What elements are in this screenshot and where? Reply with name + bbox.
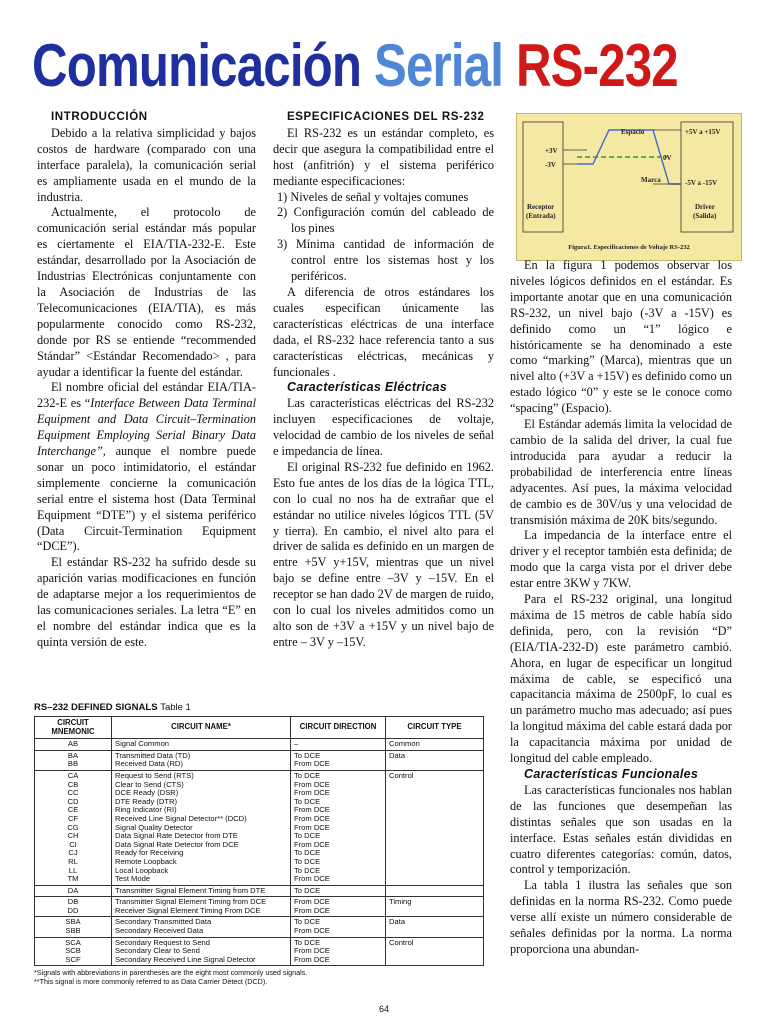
cell-name <box>112 885 291 897</box>
column-3 <box>510 258 732 958</box>
cell-type-line: Control <box>389 937 414 947</box>
cell-mnemonic-line: BB <box>67 759 79 769</box>
cell-name-line: Ready for Receiving <box>115 848 184 858</box>
cell-direction-line: From DCE <box>294 813 330 823</box>
cell-name-line: Transmitter Signal Element Timing from DTE <box>115 885 266 895</box>
label-entrada: (Entrada) <box>526 212 556 220</box>
cell-name <box>112 917 291 937</box>
label-plus-3v: +3V <box>545 147 558 155</box>
cell-mnemonic-line: SCF <box>65 954 81 964</box>
cell-direction <box>291 885 386 897</box>
col-header-mnemonic: CIRCUIT MNEMONIC <box>35 717 112 739</box>
cell-name-line: Secondary Received Data <box>115 926 204 936</box>
text-run: , aunque el nombre puede sonar un poco intimidatorio, el estándar simplemente concierne la comunicación serial entre el sistema host (Data Terminal Equipment “DTE”) y el sistema periférico (Data Circuit-Termination Equipment “DCE”). <box>37 444 256 554</box>
table-row <box>35 750 484 770</box>
cell-name <box>112 750 291 770</box>
list-item: 3) Mínima cantidad de información de control entre los sistemas host y los periféricos. <box>277 237 494 284</box>
table-title-suffix: Table 1 <box>160 702 191 713</box>
cell-type-line: Data <box>389 917 406 927</box>
cell-type <box>386 770 484 885</box>
paragraph: El original RS-232 fue definido en 1962. Esto fue antes de los días de la lógica TTL, con lo cual no nos ha de extrañar que el estándar no utilice niveles lógicos TTL (5V y tierra). En cambio, el nivel alto para el driver de salida es definido en un margen de entre +5V y+15V, mientras que un nivel bajo se define entre –3V y –15V. En el receptor se han dado 2V de margen de ruido, con lo cual los niveles admitidos como un alto son de +3V a +15V y un nivel bajo de entre – 3V y –15V. <box>273 459 494 649</box>
cell-type <box>386 750 484 770</box>
cell-name-line: Secondary Transmitted Data <box>115 917 212 927</box>
cell-direction-line: To DCE <box>294 848 321 858</box>
cell-type-line: Common <box>389 739 420 749</box>
cell-name-line: Signal Common <box>115 739 170 749</box>
table-bottom-border <box>35 966 484 967</box>
cell-direction-line: To DCE <box>294 865 321 875</box>
table-row <box>35 885 484 897</box>
cell-mnemonic-line: AB <box>67 739 79 749</box>
cell-mnemonic-line: CJ <box>68 848 78 858</box>
cell-mnemonic-line: TM <box>67 874 79 884</box>
cell-mnemonic-line: SCB <box>65 946 81 956</box>
paragraph: El Estándar además limita la velocidad de cambio de la salida del driver, la cual fue introducida para ayudar a reducir la probabilidad de interferencia entre líneas adyacentes. Así pues, la máxima velocidad de cambio es de 30V/us y una velocidad de transmisión máxima de 20K bits/segundo. <box>510 417 732 527</box>
cell-mnemonic-line: CF <box>67 813 79 823</box>
cell-mnemonic-line: SBB <box>65 926 81 936</box>
cell-name-line: DCE Ready (DSR) <box>115 788 179 798</box>
cell-name-line: Secondary Clear to Send <box>115 946 200 956</box>
cell-direction-line: To DCE <box>294 831 321 841</box>
paragraph: La impedancia de la interface entre el driver y el receptor también esta definida; de modo que la carga vista por el driver debe estar entre 3KW y 7KW. <box>510 528 732 591</box>
cell-direction-line: To DCE <box>294 917 321 927</box>
table-notes <box>34 968 484 986</box>
cell-type <box>386 897 484 917</box>
cell-name-line: Request to Send (RTS) <box>115 770 194 780</box>
voltage-figure <box>516 113 742 261</box>
column-1 <box>37 110 256 651</box>
paragraph: Para el RS-232 original, una longitud máxima de 15 metros de cable había sido definida, pero, con la revisión “D” (EIA/TIA-232-D) este parámetro cambió. Ahora, en lugar de especificar un longitud máxima de cable, se especificó una capacitancia máxima de 2500pF, lo cual es un parámetro mucho mas adecuado; así pues la longitud máxima del cable estará dada por la capacitancia máxima por unidad de longitud del cable empleado. <box>510 592 732 766</box>
cell-type-line: Timing <box>389 897 412 907</box>
table-note: *Signals with abbreviations in parentheses are the eight most commonly used signals. <box>34 968 308 978</box>
cell-mnemonic-line: CD <box>67 796 79 806</box>
cell-direction-line: To DCE <box>294 796 321 806</box>
cell-direction-line: From DCE <box>294 905 330 915</box>
paragraph: En la figura 1 podemos observar los niveles lógicos definidos en el estándar. Es importante anotar que en una comunicación RS-232, un nivel bajo (-3V a -15V) es definido como un “1” lógico e históricamente se ha denominado a este como “marking” (Marca), mientras que un nivel alto (+3V a +15V) es definido como un estado lógico “0” y este se le conoce como “spacing” (Espacio). <box>510 258 732 416</box>
cell-name <box>112 897 291 917</box>
table-bottom-border-cell <box>35 966 484 967</box>
label-0v: 0V <box>663 154 672 162</box>
cell-name-line: Receiver Signal Element Timing From DCE <box>115 905 261 915</box>
cell-direction-line: To DCE <box>294 770 321 780</box>
cell-direction-line: From DCE <box>294 788 330 798</box>
cell-type-line: Control <box>389 770 414 780</box>
paragraph: Actualmente, el protocolo de comunicación serial estándar más popular es ciertamente el EIA/TIA-232-E. Este estándar, desarrollado por la Asociación de Industrias Electrónicas conjuntamente con la Asociación de Industrias de las Telecomunicaciones (EIA/TIA), es más popularmente conocido como RS-232, donde por RS se entiende “recommended Stándar” <Estándar Recomendado> , para ayudar a identificar la fuente del estándar. <box>37 205 256 379</box>
signals-table-block <box>34 702 484 986</box>
label-salida: (Salida) <box>693 212 717 220</box>
cell-mnemonic-line: CA <box>67 770 79 780</box>
table-row <box>35 917 484 937</box>
cell-mnemonic-line: CI <box>69 839 77 849</box>
cell-name-line: Transmitter Signal Element Timing from DCE <box>115 897 267 907</box>
label-espacio: Espacio <box>621 128 645 136</box>
cell-mnemonic-line: RL <box>68 856 78 866</box>
cell-direction <box>291 739 386 751</box>
cell-mnemonic <box>35 739 112 751</box>
cell-name-line: Local Loopback <box>115 865 169 875</box>
spec-list <box>273 190 494 285</box>
column-2 <box>273 110 494 651</box>
label-driver: Driver <box>695 203 715 211</box>
cell-mnemonic-line: BA <box>67 750 79 760</box>
cell-mnemonic <box>35 917 112 937</box>
cell-direction <box>291 750 386 770</box>
cell-direction-line: From DCE <box>294 946 330 956</box>
cell-direction-line: From DCE <box>294 874 330 884</box>
cell-mnemonic-line: DD <box>67 905 79 915</box>
cell-mnemonic <box>35 750 112 770</box>
cell-name-line: Signal Quality Detector <box>115 822 193 832</box>
text-run-italic: Interface Between Data Terminal Equipment and Data Circuit–Termination Equipment Employing Serial Binary Data Interchange” <box>37 396 256 459</box>
title-word-3: RS-232 <box>515 32 678 99</box>
cell-mnemonic-line: DB <box>67 897 79 907</box>
cell-direction-line: To DCE <box>294 885 321 895</box>
cell-name-line: Data Signal Rate Detector from DTE <box>115 831 238 841</box>
table-row <box>35 770 484 885</box>
paragraph <box>37 380 256 555</box>
cell-direction-line: From DCE <box>294 822 330 832</box>
cell-name-line: Received Line Signal Detector** (DCD) <box>115 813 247 823</box>
cell-mnemonic-line: SCA <box>65 937 81 947</box>
page-title <box>32 30 678 102</box>
cell-name-line: Ring Indicator (RI) <box>115 805 177 815</box>
signals-table <box>34 716 484 966</box>
cell-direction <box>291 770 386 885</box>
list-item: 1) Niveles de señal y voltajes comunes <box>277 189 469 204</box>
cell-mnemonic-line: SBA <box>65 917 81 927</box>
text-run: El nombre oficial del estándar EIA/TIA-232-E es “ <box>37 380 256 411</box>
cell-name-line: Test Mode <box>115 874 151 884</box>
cell-name <box>112 937 291 966</box>
label-marca: Marca <box>641 176 661 184</box>
paragraph: El RS-232 es un estándar completo, es decir que asegura la compatibilidad entre el host (anfitrión) y el sistema periférico mediante especificaciones: <box>273 125 494 188</box>
cell-direction-line: – <box>294 739 299 749</box>
cell-name-line: Secondary Request to Send <box>115 937 210 947</box>
cell-name-line: DTE Ready (DTR) <box>115 796 178 806</box>
voltage-diagram <box>517 114 741 260</box>
table-title <box>34 702 484 713</box>
cell-mnemonic <box>35 770 112 885</box>
table-title-main: RS–232 DEFINED SIGNALS <box>34 702 158 713</box>
cell-name-line: Remote Loopback <box>115 856 177 866</box>
page-number: 64 <box>378 1004 389 1014</box>
cell-name <box>112 770 291 885</box>
paragraph: Debido a la relativa simplicidad y bajos costos de hardware (comparado con una interface paralela), la comunicación serial es ampliamente usada en el mundo de la industria. <box>37 125 256 204</box>
cell-mnemonic <box>35 897 112 917</box>
paragraph: El estándar RS-232 ha sufrido desde su aparición varias modificaciones en función de adaptarse mejor a los requerimientos de las comunicaciones seriales. La letra “E” en el nombre del estándar indica que es la quinta versión de este. <box>37 555 256 649</box>
cell-direction-line: From DCE <box>294 805 330 815</box>
col-header-name: CIRCUIT NAME* <box>112 717 291 739</box>
cell-mnemonic-line: CG <box>67 822 79 832</box>
cell-type <box>386 885 484 897</box>
cell-name <box>112 739 291 751</box>
cell-name-line: Transmitted Data (TD) <box>115 750 191 760</box>
cell-direction-line: To DCE <box>294 856 321 866</box>
cell-direction <box>291 937 386 966</box>
col-header-type: CIRCUIT TYPE <box>386 717 484 739</box>
cell-mnemonic-line: DA <box>67 885 79 895</box>
label-range-high: +5V a +15V <box>685 128 721 136</box>
label-minus-3v: -3V <box>545 161 556 169</box>
cell-name-line: Secondary Received Line Signal Detector <box>115 954 256 964</box>
heading-introduccion: INTRODUCCIÓN <box>51 111 148 123</box>
table-row <box>35 739 484 751</box>
cell-direction-line: From DCE <box>294 926 330 936</box>
title-word-1: Comunicación <box>32 32 362 99</box>
heading-caracteristicas-funcionales: Características Funcionales <box>524 767 699 781</box>
cell-mnemonic-line: CC <box>67 788 79 798</box>
cell-type <box>386 917 484 937</box>
cell-name-line: Received Data (RD) <box>115 759 183 769</box>
cell-mnemonic-line: CB <box>67 779 79 789</box>
figure-caption: Figura1. Especificaciones de Voltaje RS-232 <box>568 244 690 251</box>
cell-direction-line: From DCE <box>294 779 330 789</box>
cell-mnemonic-line: CE <box>67 805 79 815</box>
cell-mnemonic-line: CH <box>67 831 79 841</box>
heading-caracteristicas-electricas: Características Eléctricas <box>287 380 447 395</box>
table-note: **This signal is more commonly referred to as Data Carrier Detect (DCD). <box>34 977 268 987</box>
paragraph: A diferencia de otros estándares los cuales especifican únicamente las características eléctricas de una interface dada, el RS-232 hace referencia tanto a sus características eléctricas, mecánicas y funcionales . <box>273 284 494 379</box>
label-receptor: Receptor <box>527 203 555 211</box>
heading-especificaciones: ESPECIFICACIONES DEL RS-232 <box>287 111 485 123</box>
cell-direction-line: To DCE <box>294 937 321 947</box>
paragraph: La tabla 1 ilustra las señales que son definidas en la norma RS-232. Como puede verse allí existe un número considerable de señales definidas por la norma. La norma proporciona una abundan- <box>510 878 732 956</box>
title-word-2: Serial <box>373 32 504 99</box>
paragraph: Las características eléctricas del RS-232 incluyen especificaciones de voltaje, velocidad de cambio de los niveles de señal e impedancia de línea. <box>273 396 494 459</box>
cell-name-line: Clear to Send (CTS) <box>115 779 184 789</box>
cell-direction <box>291 917 386 937</box>
cell-type-line: Data <box>389 750 406 760</box>
paragraph: Las características funcionales nos hablan de las funciones que desempeñan las distintas señales que son usadas en la interface. Estas señales están divididas en cuatro diferentes categorías: común, datos, control y temporización. <box>510 782 732 877</box>
label-range-low: -5V a -15V <box>685 179 718 187</box>
cell-direction-line: To DCE <box>294 750 321 760</box>
cell-name-line: Data Signal Rate Detector from DCE <box>115 839 239 849</box>
cell-direction <box>291 897 386 917</box>
table-row <box>35 937 484 966</box>
cell-type <box>386 937 484 966</box>
cell-mnemonic <box>35 885 112 897</box>
cell-direction-line: From DCE <box>294 839 330 849</box>
cell-direction-line: From DCE <box>294 897 330 907</box>
col-header-direction: CIRCUIT DIRECTION <box>291 717 386 739</box>
cell-type <box>386 739 484 751</box>
cell-mnemonic <box>35 937 112 966</box>
cell-direction-line: From DCE <box>294 759 330 769</box>
table-row <box>35 897 484 917</box>
cell-direction-line: From DCE <box>294 954 330 964</box>
cell-mnemonic-line: LL <box>68 865 78 875</box>
list-item: 2) Configuración común del cableado de los pines <box>277 205 494 236</box>
table-body <box>35 739 484 967</box>
